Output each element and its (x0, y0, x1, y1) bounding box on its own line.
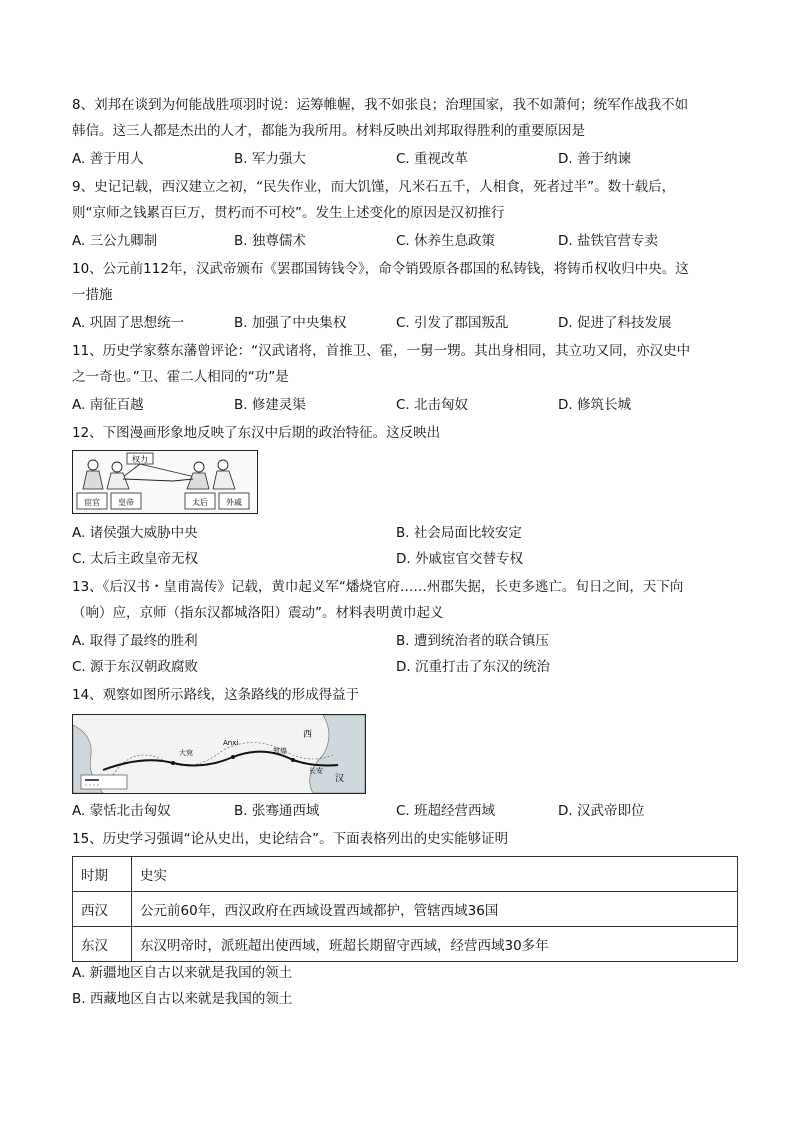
q14-option-b[interactable]: B. 张骞通西域 (234, 803, 320, 819)
q13-option-c[interactable]: C. 源于东汉朝政腐败 (72, 659, 199, 675)
q11-option-c[interactable]: C. 北击匈奴 (396, 397, 469, 413)
question-12-options-row2 (72, 546, 732, 572)
question-8-line1: 8、刘邦在谈到为何能战胜项羽时说：运筹帷幄，我不如张良；治理国家，我不如萧何；统军作战我不如 (72, 97, 689, 113)
cartoon-drawing (73, 451, 257, 513)
table-cell-period: 东汉 (73, 927, 132, 962)
question-9-line1: 9、史记记载，西汉建立之初，“民失作业，而大饥馑，凡米石五千，人相食，死者过半”。数十载后， (72, 179, 676, 195)
table-cell-facts: 东汉明帝时，派班超出使西域，班超长期留守西域，经营西域30多年 (132, 927, 738, 962)
question-13-line2: （响）应，京师（指东汉都城洛阳）震动”。材料表明黄巾起义 (72, 605, 444, 621)
table-header-period: 时期 (73, 857, 132, 892)
question-14-options (72, 798, 732, 824)
table-header-facts: 史实 (132, 857, 738, 892)
question-13-options-row2 (72, 654, 732, 680)
q12-option-d[interactable]: D. 外戚宦官交替专权 (396, 551, 523, 567)
q11-option-a[interactable]: A. 南征百越 (72, 397, 144, 413)
q15-option-b[interactable]: B. 西藏地区自古以来就是我国的领土 (72, 991, 293, 1007)
question-11-line2: 之一奇也。”卫、霍二人相同的“功”是 (72, 369, 289, 385)
question-12 (72, 420, 722, 446)
question-11-options (72, 392, 732, 418)
q8-option-a[interactable]: A. 善于用人 (72, 151, 144, 167)
question-10-options (72, 310, 732, 336)
cartoon-label-empress-dowager: 太后 (192, 498, 208, 507)
question-12-line1: 12、下图漫画形象地反映了东汉中后期的政治特征。这反映出 (72, 425, 441, 441)
question-14 (72, 682, 722, 708)
question-15-option-a-row (72, 960, 732, 986)
question-14-line1: 14、观察如图所示路线，这条路线的形成得益于 (72, 687, 360, 703)
question-10-line2: 一措施 (72, 287, 113, 303)
question-11-line1: 11、历史学家蔡东藩曾评论：“汉武诸将，首推卫、霍，一舅一甥。其出身相同，其立功又同，亦汉史中 (72, 343, 691, 359)
q9-option-c[interactable]: C. 休养生息政策 (396, 233, 496, 249)
q10-option-c[interactable]: C. 引发了郡国叛乱 (396, 315, 509, 331)
question-9-line2: 则“京师之钱累百巨万，贯朽而不可校”。发生上述变化的原因是汉初推行 (72, 205, 505, 221)
q15-option-a[interactable]: A. 新疆地区自古以来就是我国的领土 (72, 965, 293, 981)
question-9 (72, 174, 722, 226)
question-13 (72, 574, 722, 626)
cartoon-label-eunuch: 宦官 (84, 498, 100, 507)
map-label-han: 汉 (335, 774, 345, 784)
q13-option-d[interactable]: D. 沉重打击了东汉的统治 (396, 659, 550, 675)
q14-option-a[interactable]: A. 蒙恬北击匈奴 (72, 803, 171, 819)
q13-option-a[interactable]: A. 取得了最终的胜利 (72, 633, 198, 649)
q11-option-b[interactable]: B. 修建灵渠 (234, 397, 306, 413)
cartoon-label-consort-kin: 外戚 (226, 498, 242, 507)
question-10 (72, 256, 722, 308)
q10-option-a[interactable]: A. 巩固了思想统一 (72, 315, 185, 331)
q10-option-d[interactable]: D. 促进了科技发展 (558, 315, 672, 331)
q13-option-b[interactable]: B. 遭到统治者的联合镇压 (396, 633, 549, 649)
map-label-dunhuang: 敦煌 (273, 747, 287, 755)
q10-option-b[interactable]: B. 加强了中央集权 (234, 315, 347, 331)
q14-option-d[interactable]: D. 汉武帝即位 (558, 803, 645, 819)
q8-option-d[interactable]: D. 善于纳谏 (558, 151, 631, 167)
map-label-west: 西 (303, 730, 313, 740)
q9-option-d[interactable]: D. 盐铁官营专卖 (558, 233, 658, 249)
q12-option-c[interactable]: C. 太后主政皇帝无权 (72, 551, 199, 567)
map-label-changan: 长安 (309, 767, 323, 775)
question-8 (72, 92, 722, 144)
question-13-options-row1 (72, 628, 732, 654)
question-10-line1: 10、公元前112年，汉武帝颁布《罢郡国铸钱令》，命令销毁原各郡国的私铸钱，将铸币权收归中央。这 (72, 261, 689, 277)
q8-option-b[interactable]: B. 军力强大 (234, 151, 306, 167)
table-cell-facts: 公元前60年，西汉政府在西域设置西域都护，管辖西域36国 (132, 892, 738, 927)
table-row (73, 892, 738, 927)
map-label-anxi: Anxi (223, 739, 239, 747)
q12-option-a[interactable]: A. 诸侯强大威胁中央 (72, 525, 198, 541)
map-label-dayuan: 大宛 (179, 749, 193, 757)
table-header-row (73, 857, 738, 892)
question-15-line1: 15、历史学习强调“论从史出，史论结合”。下面表格列出的史实能够证明 (72, 831, 509, 847)
question-12-options-row1 (72, 520, 732, 546)
q14-option-c[interactable]: C. 班超经营西域 (396, 803, 496, 819)
route-map-figure (72, 714, 366, 794)
q8-option-c[interactable]: C. 重视改革 (396, 151, 469, 167)
question-8-options (72, 146, 732, 172)
q11-option-d[interactable]: D. 修筑长城 (558, 397, 631, 413)
table-row (73, 927, 738, 962)
q9-option-a[interactable]: A. 三公九卿制 (72, 233, 158, 249)
cartoon-label-emperor: 皇帝 (118, 498, 134, 507)
question-15-option-b-row (72, 986, 732, 1012)
cartoon-figure (72, 450, 258, 514)
q12-option-b[interactable]: B. 社会局面比较安定 (396, 525, 522, 541)
route-map (73, 715, 365, 793)
table-cell-period: 西汉 (73, 892, 132, 927)
question-9-options (72, 228, 732, 254)
q9-option-b[interactable]: B. 独尊儒术 (234, 233, 306, 249)
question-13-line1: 13、《后汉书・皇甫嵩传》记载，黄巾起义军“燔烧官府……州郡失据，长吏多逃亡。旬日之间，天下向 (72, 579, 684, 595)
question-8-line2: 韩信。这三人都是杰出的人才，都能为我所用。材料反映出刘邦取得胜利的重要原因是 (72, 123, 585, 139)
history-table (72, 856, 738, 962)
cartoon-top-label: 权力 (132, 455, 148, 464)
question-15 (72, 826, 722, 852)
question-11 (72, 338, 722, 390)
